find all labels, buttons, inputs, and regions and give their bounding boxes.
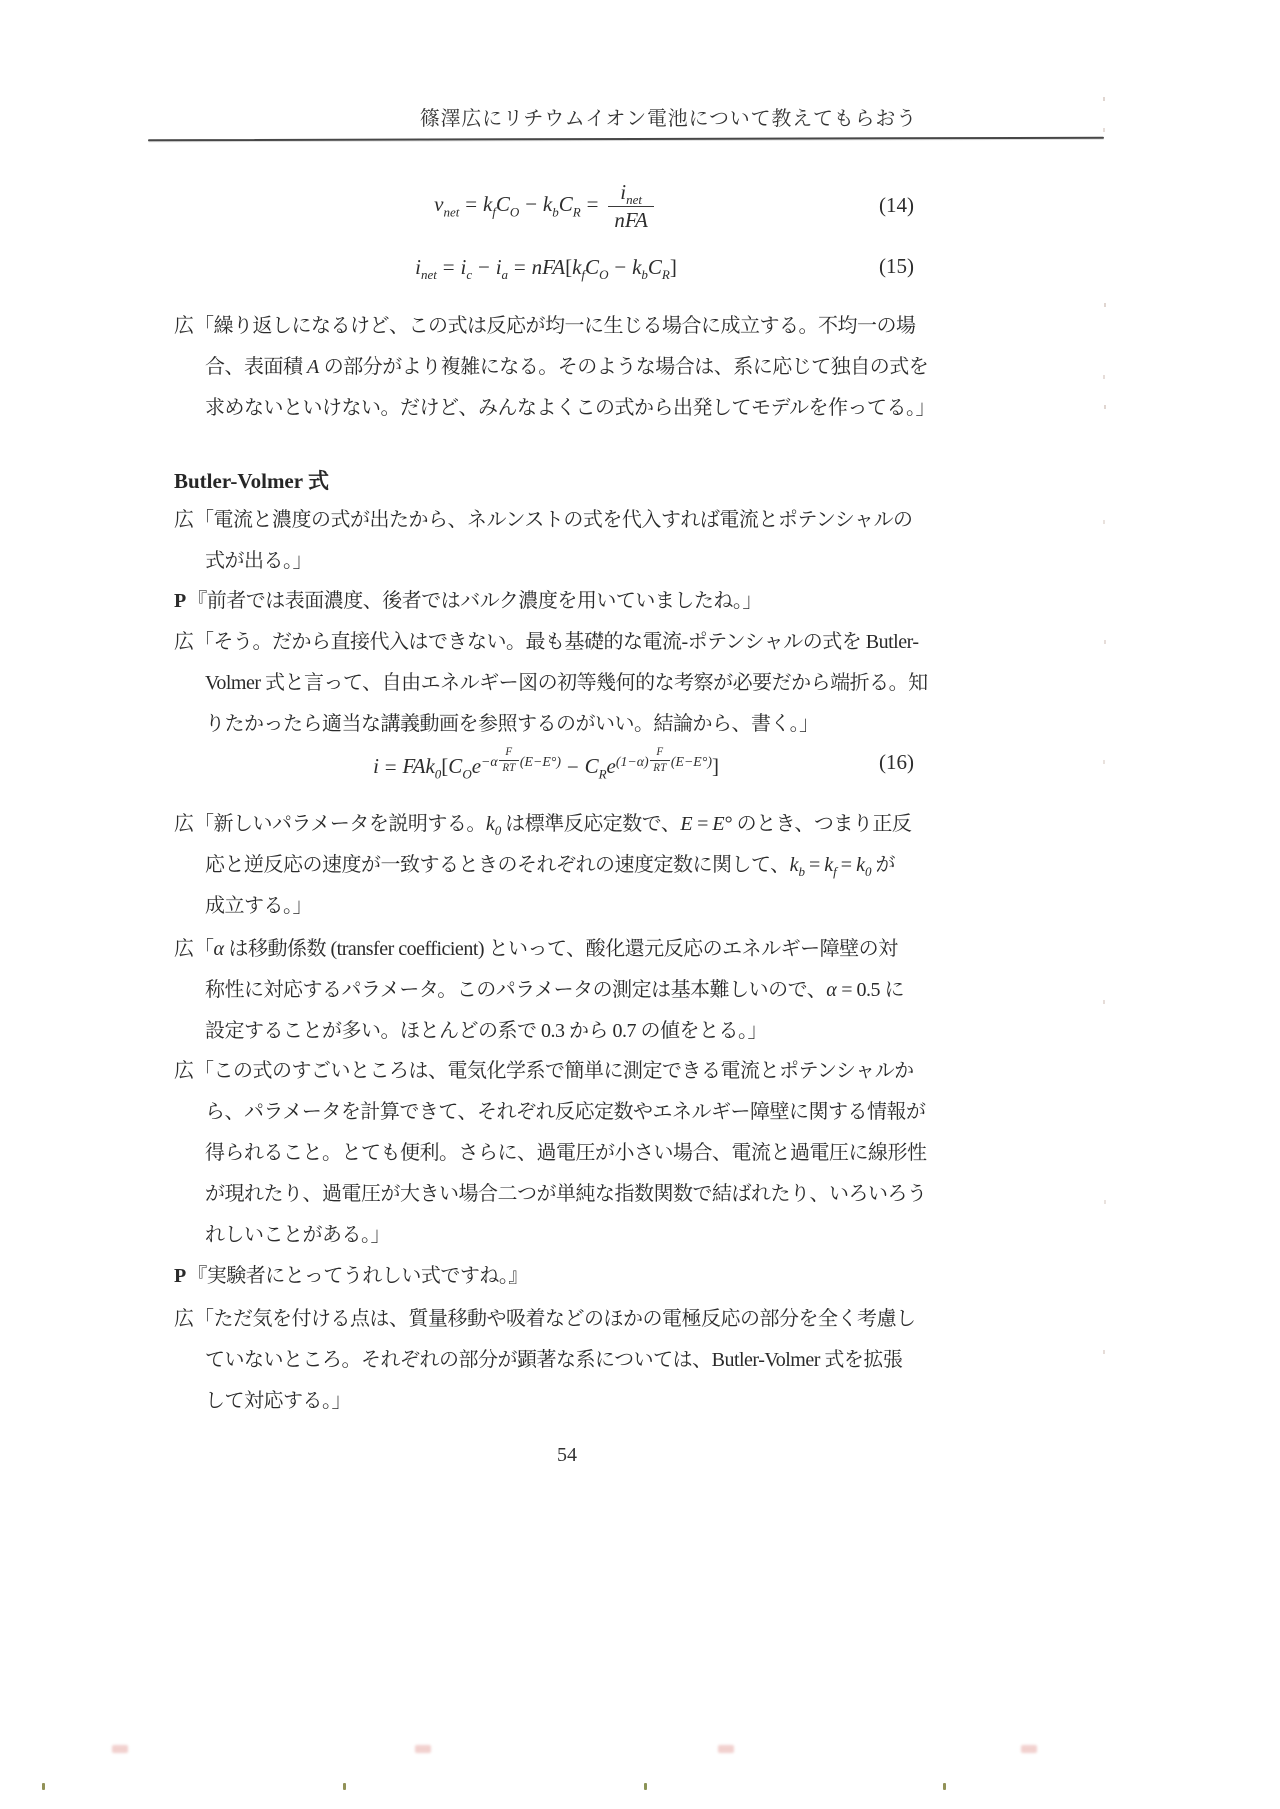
dialogue-block-hiro-2 [174, 500, 934, 582]
equation-16-expression: $i = FAk_0[C_Oe^{-\alpha \frac{F}{RT} (E-E^\circ)} - C_Re^{(1-\alpha) \frac{F}{RT} (E-E^\circ)}]$ [373, 746, 719, 782]
dialogue-line: 称性に対応するパラメータ。このパラメータの測定は基本難しいので、α = 0.5 に [205, 979, 904, 1001]
dialogue-line: 成立する。」 [205, 895, 312, 917]
speaker-label: P [174, 590, 188, 612]
equation-16-number: (16) [879, 750, 914, 774]
dialogue-line: りたかったら適当な講義動画を参照するのがいい。結論から、書く。」 [205, 713, 819, 735]
dialogue-block-hiro-7 [174, 1299, 934, 1422]
equation-15-expression: $i_{net} = i_c - i_a = nFA[k_fC_O - k_bC_R]$ [415, 254, 677, 282]
speaker-label: 広 [174, 631, 194, 653]
equation-15 [175, 251, 917, 283]
section-heading: Butler-Volmer 式 [174, 469, 329, 493]
speaker-label: 広 [174, 1308, 194, 1330]
dialogue-block-p-2 [174, 1256, 934, 1297]
dialogue-line: ら、パラメータを計算できて、それぞれ反応定数やエネルギー障壁に関する情報が [205, 1101, 926, 1123]
scan-speck-column [1103, 97, 1105, 101]
dialogue-line [174, 1256, 934, 1297]
equation-15-number: (15) [879, 254, 914, 278]
speaker-label: 広 [174, 813, 194, 835]
equation-14-expression: $v_{net} = k_fC_O - k_bC_R$ = $\frac{i_{net}}{\text{nFA}}$ [434, 180, 658, 233]
dialogue-text: 「α は移動係数 (transfer coefficient) といって、酸化還元反応のエネルギー障壁の対 [194, 938, 898, 960]
dialogue-text: 『前者では表面濃度、後者ではバルク濃度を用いていましたね。」 [187, 590, 762, 612]
dialogue-line: 式が出る。」 [205, 550, 312, 572]
dialogue-line [174, 581, 934, 622]
dialogue-text: 「新しいパラメータを説明する。$k_0$ は標準反応定数で、E = E° のとき、つまり正反 [194, 813, 912, 838]
scan-mark-pink [112, 1745, 128, 1753]
dialogue-line [174, 804, 934, 845]
dialogue-text: 「繰り返しになるけど、この式は反応が均一に生じる場合に成立する。不均一の場 [194, 315, 916, 337]
dialogue-block-p-1 [174, 581, 934, 622]
dialogue-line: が現れたり、過電圧が大きい場合二つが単純な指数関数で結ばれたり、いろいろう [205, 1183, 927, 1205]
dialogue-line: れしいことがある。」 [205, 1224, 390, 1246]
dialogue-block-hiro-4 [174, 804, 934, 927]
dialogue-line: 合、表面積 A の部分がより複雑になる。そのような場合は、系に応じて独自の式を [205, 356, 929, 378]
dialogue-line [174, 1051, 934, 1092]
dialogue-line: ていないところ。それぞれの部分が顕著な系については、Butler-Volmer 式を拡張 [205, 1349, 903, 1371]
equation-14 [175, 172, 917, 240]
dialogue-line: 応と逆反応の速度が一致するときのそれぞれの速度定数に関して、$k_b = k_f = k_0$ が [205, 854, 895, 879]
speaker-label: 広 [174, 509, 194, 531]
dialogue-block-hiro-1 [174, 306, 934, 429]
speaker-label: P [174, 1265, 188, 1287]
page-number: 54 [557, 1444, 577, 1466]
speaker-label: 広 [174, 938, 194, 960]
dialogue-text: 「ただ気を付ける点は、質量移動や吸着などのほかの電極反応の部分を全く考慮し [194, 1308, 916, 1330]
dialogue-text: 「この式のすごいところは、電気化学系で簡単に測定できる電流とポテンシャルか [194, 1060, 914, 1082]
running-head-title: 篠澤広にリチウムイオン電池について教えてもらおう [419, 108, 917, 130]
dialogue-text: 「そう。だから直接代入はできない。最も基礎的な電流-ポテンシャルの式を Butler- [194, 631, 919, 653]
scan-mark-olive [42, 1783, 45, 1790]
dialogue-line: 設定することが多い。ほとんどの系で 0.3 から 0.7 の値をとる。」 [205, 1020, 767, 1042]
dialogue-block-hiro-5 [174, 929, 934, 1052]
dialogue-text: 『実験者にとってうれしい式ですね。』 [187, 1265, 528, 1287]
dialogue-block-hiro-3 [174, 622, 934, 745]
dialogue-line [174, 306, 934, 347]
dialogue-text: 「電流と濃度の式が出たから、ネルンストの式を代入すれば電流とポテンシャルの [194, 509, 913, 531]
dialogue-line: 求めないといけない。だけど、みんなよくこの式から出発してモデルを作ってる。」 [205, 397, 935, 419]
dialogue-line [174, 929, 934, 970]
speaker-label: 広 [174, 1060, 194, 1082]
speaker-label: 広 [174, 315, 194, 337]
dialogue-line: して対応する。」 [205, 1390, 351, 1412]
dialogue-line [174, 1299, 934, 1340]
dialogue-line [174, 622, 934, 663]
dialogue-line [174, 500, 934, 541]
dialogue-line: Volmer 式と言って、自由エネルギー図の初等幾何的な考察が必要だから端折る。知 [205, 672, 928, 694]
dialogue-block-hiro-6 [174, 1051, 934, 1256]
equation-14-number: (14) [879, 193, 914, 217]
equation-16 [175, 741, 917, 785]
dialogue-line: 得られること。とても便利。さらに、過電圧が小さい場合、電流と過電圧に線形性 [205, 1142, 927, 1164]
header-rule [148, 137, 1104, 142]
